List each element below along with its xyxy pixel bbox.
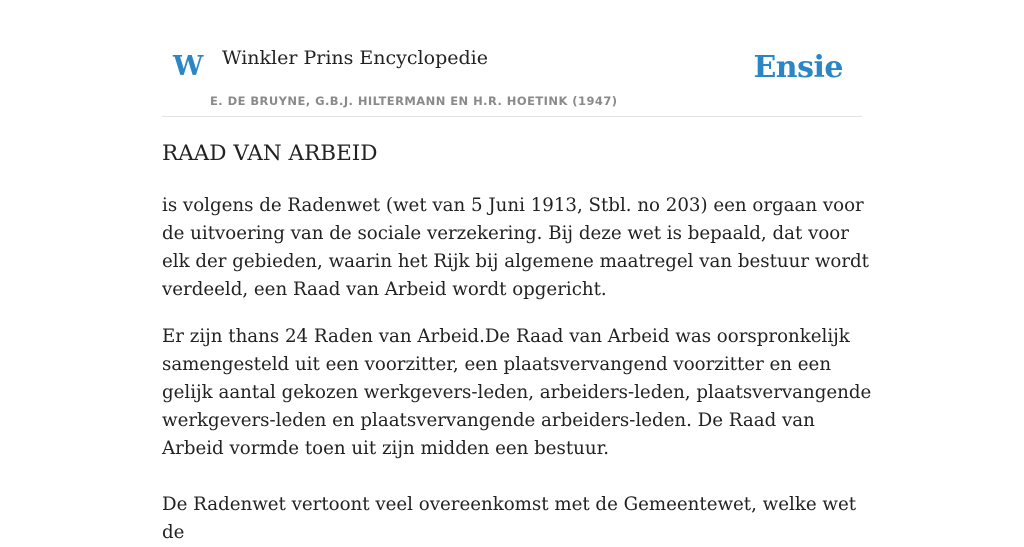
article-body (162, 192, 874, 547)
ensie-logo[interactable]: Ensie (753, 50, 843, 85)
winkler-prins-logo[interactable]: W (173, 51, 204, 82)
article-title: RAAD VAN ARBEID (162, 141, 378, 166)
source-header (162, 0, 862, 117)
article-paragraph: is volgens de Radenwet (wet van 5 Juni 1913, Stbl. no 203) een orgaan voor de uitvoering van de sociale verzekering. Bij deze wet is bepaald, dat voor elk der gebieden, waarin het Rijk bij algemene maatregel van bestuur wordt verdeeld, een Raad van Arbeid wordt opgericht. (162, 195, 869, 300)
article-paragraph: De Radenwet vertoont veel overeenkomst met de Gemeentewet, welke wet de (162, 494, 857, 543)
source-title[interactable]: Winkler Prins Encyclopedie (222, 47, 488, 69)
source-authors: E. DE BRUYNE, G.B.J. HILTERMANN EN H.R. HOETINK (1947) (210, 94, 618, 108)
article-paragraph: Er zijn thans 24 Raden van Arbeid.De Raad van Arbeid was oorspronkelijk samengesteld uit een voorzitter, een plaatsvervangend voorzitter en een gelijk aantal gekozen werkgevers-leden, arbeiders-leden, plaatsvervangende werkgevers-leden en plaatsvervangende arbeiders-leden. De Raad van Arbeid vormde toen uit zijn midden een bestuur. (162, 326, 872, 459)
